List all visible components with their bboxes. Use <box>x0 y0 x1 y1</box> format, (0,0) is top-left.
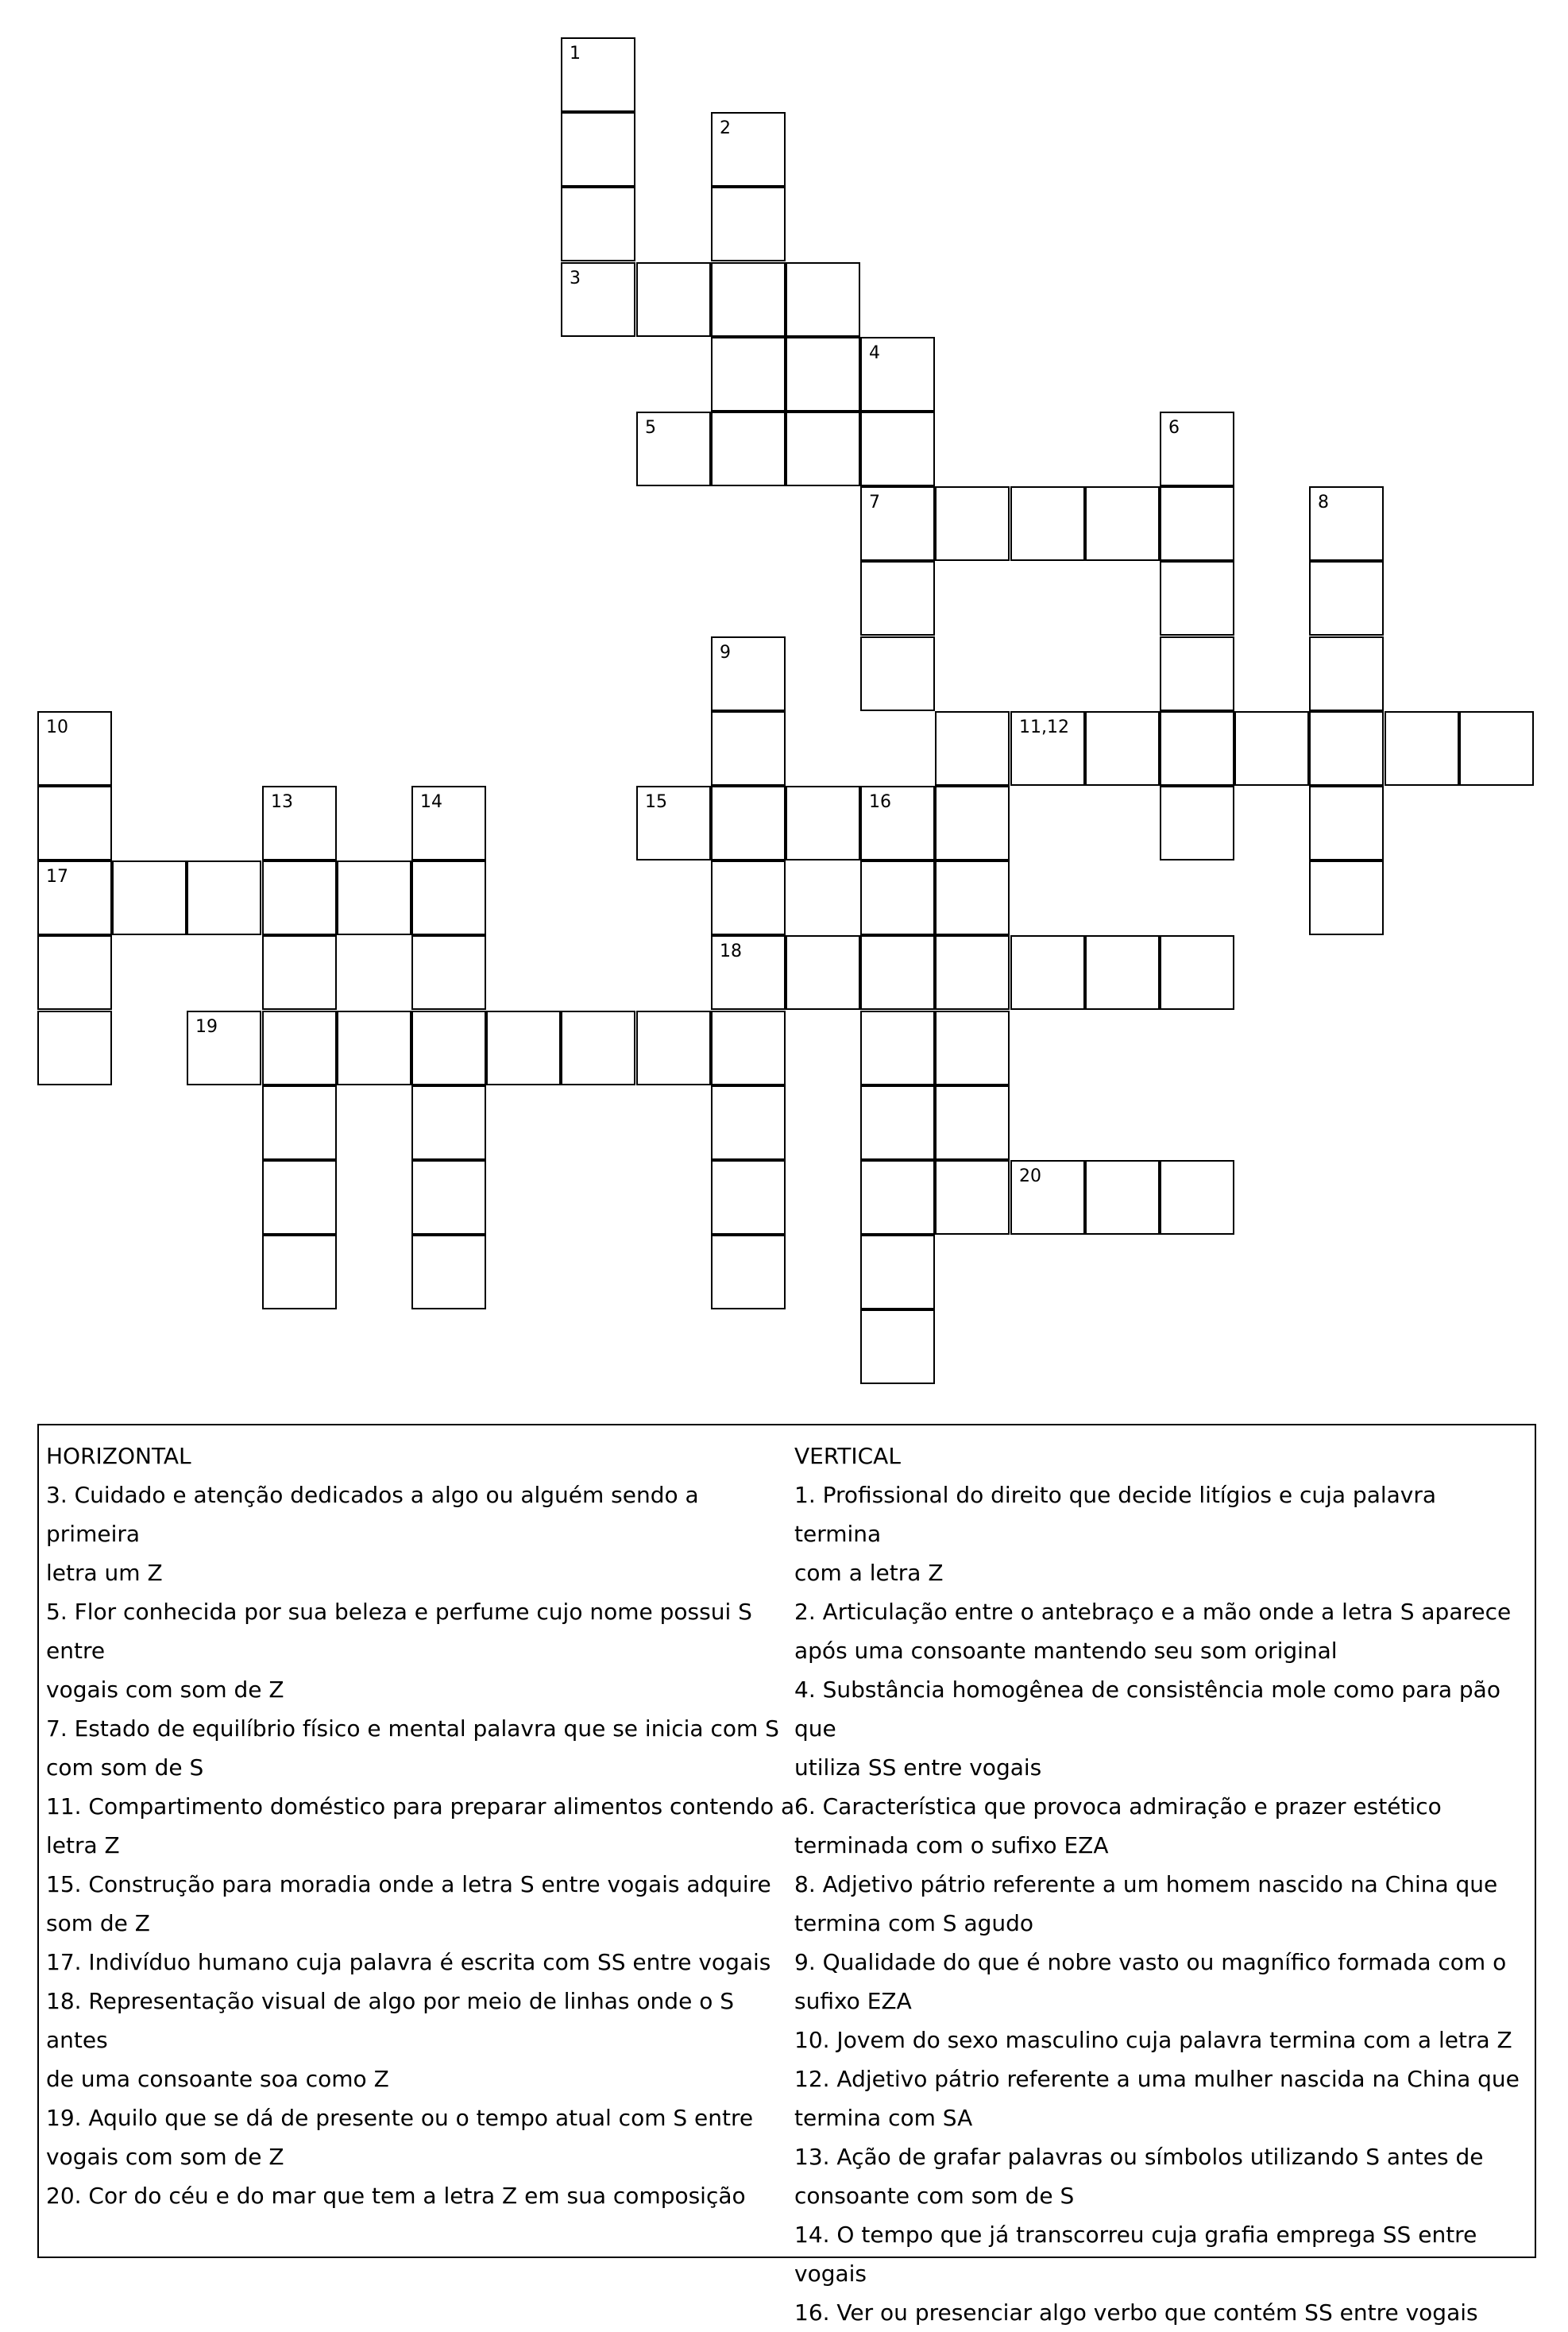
grid-cell[interactable] <box>1010 935 1085 1010</box>
grid-cell[interactable] <box>1160 412 1234 486</box>
grid-cell[interactable] <box>262 1160 337 1235</box>
grid-cell[interactable] <box>711 711 786 786</box>
clue-number: 9 <box>720 643 731 663</box>
grid-cell[interactable] <box>561 37 635 112</box>
grid-cell[interactable] <box>1160 711 1234 786</box>
grid-cell[interactable] <box>786 337 860 412</box>
grid-cell[interactable] <box>262 860 337 935</box>
grid-cell[interactable] <box>37 860 112 935</box>
clue-line: 13. Ação de grafar palavras ou símbolos utilizando S antes de <box>794 2144 1484 2170</box>
vertical-clues <box>794 1437 1529 2332</box>
grid-cell[interactable] <box>1309 561 1384 636</box>
grid-cell[interactable] <box>262 786 337 860</box>
clue-number: 4 <box>869 343 880 363</box>
grid-cell[interactable] <box>1085 1160 1160 1235</box>
grid-cell[interactable] <box>262 935 337 1010</box>
clue-line: 1. Profissional do direito que decide litígios e cuja palavra termina <box>794 1482 1437 1547</box>
clue-number: 19 <box>195 1017 218 1037</box>
grid-cell[interactable] <box>561 187 635 261</box>
grid-cell[interactable] <box>1385 711 1459 786</box>
grid-cell[interactable] <box>711 786 786 860</box>
grid-cell[interactable] <box>187 1011 261 1085</box>
clue-line: 14. O tempo que já transcorreu cuja grafia emprega SS entre vogais <box>794 2222 1477 2287</box>
grid-cell[interactable] <box>1160 1160 1234 1235</box>
grid-cell[interactable] <box>711 262 786 337</box>
grid-cell[interactable] <box>711 860 786 935</box>
grid-cell[interactable] <box>411 1160 486 1235</box>
grid-cell[interactable] <box>935 1011 1010 1085</box>
clue-number: 3 <box>570 269 581 288</box>
grid-cell[interactable] <box>860 1011 935 1085</box>
clues-box <box>37 1424 1536 2326</box>
grid-cell[interactable] <box>636 412 711 486</box>
grid-cell[interactable] <box>1010 711 1085 786</box>
clue-line: 20. Cor do céu e do mar que tem a letra Z em sua composição <box>46 2183 746 2209</box>
grid-cell[interactable] <box>1309 711 1384 786</box>
grid-cell[interactable] <box>262 1011 337 1085</box>
grid-cell[interactable] <box>786 412 860 486</box>
clue-line: 5. Flor conhecida por sua beleza e perfume cujo nome possui S entre <box>46 1599 752 1664</box>
grid-cell[interactable] <box>935 935 1010 1010</box>
clue-number: 14 <box>420 792 442 812</box>
clue-line: 11. Compartimento doméstico para preparar alimentos contendo a <box>46 1793 795 1820</box>
grid-cell[interactable] <box>1160 486 1234 561</box>
grid-cell[interactable] <box>1309 486 1384 561</box>
grid-cell[interactable] <box>860 1235 935 1309</box>
grid-cell[interactable] <box>935 860 1010 935</box>
clue-line: 4. Substância homogênea de consistência mole como para pão que <box>794 1676 1500 1742</box>
grid-cell[interactable] <box>1160 561 1234 636</box>
grid-cell[interactable] <box>561 112 635 187</box>
clue-number: 18 <box>720 942 742 961</box>
vertical-title: VERTICAL <box>794 1443 901 1469</box>
grid-cell[interactable] <box>711 1085 786 1160</box>
grid-cell[interactable] <box>411 1235 486 1309</box>
clue-line: com som de S <box>46 1754 204 1781</box>
grid-cell[interactable] <box>711 112 786 187</box>
clue-line: 18. Representação visual de algo por meio de linhas onde o S antes <box>46 1988 735 2053</box>
clue-line: 17. Indivíduo humano cuja palavra é escrita com SS entre vogais <box>46 1949 771 1975</box>
horizontal-clue-lines <box>46 1475 797 2215</box>
grid-cell[interactable] <box>411 935 486 1010</box>
clue-line: sufixo EZA <box>794 1988 912 2014</box>
clue-number: 5 <box>645 418 656 438</box>
grid-cell[interactable] <box>1160 935 1234 1010</box>
clue-number: 20 <box>1019 1166 1041 1186</box>
grid-cell[interactable] <box>112 860 187 935</box>
grid-cell[interactable] <box>262 1085 337 1160</box>
clue-line: de uma consoante soa como Z <box>46 2066 389 2092</box>
grid-cell[interactable] <box>935 786 1010 860</box>
grid-cell[interactable] <box>935 711 1010 786</box>
clue-number: 7 <box>869 493 880 512</box>
clue-line: 10. Jovem do sexo masculino cuja palavra termina com a letra Z <box>794 2027 1512 2053</box>
grid-cell[interactable] <box>711 187 786 261</box>
grid-cell[interactable] <box>37 786 112 860</box>
clue-line: 7. Estado de equilíbrio físico e mental palavra que se inicia com S <box>46 1715 779 1742</box>
clue-line: 19. Aquilo que se dá de presente ou o tempo atual com S entre <box>46 2105 754 2131</box>
grid-cell[interactable] <box>1160 786 1234 860</box>
grid-cell[interactable] <box>1085 711 1160 786</box>
vertical-clue-lines <box>794 1475 1529 2332</box>
grid-cell[interactable] <box>860 486 935 561</box>
grid-cell[interactable] <box>37 711 112 786</box>
grid-cell[interactable] <box>860 412 935 486</box>
clue-number: 16 <box>869 792 891 812</box>
clue-line: vogais com som de Z <box>46 2144 284 2170</box>
clue-number: 2 <box>720 118 731 138</box>
grid-cell[interactable] <box>1234 711 1309 786</box>
grid-cell[interactable] <box>1010 1160 1085 1235</box>
clue-line: letra um Z <box>46 1560 163 1586</box>
grid-cell[interactable] <box>711 1160 786 1235</box>
grid-cell[interactable] <box>786 262 860 337</box>
grid-cell[interactable] <box>711 1235 786 1309</box>
grid-cell[interactable] <box>860 1085 935 1160</box>
grid-cell[interactable] <box>711 337 786 412</box>
grid-cell[interactable] <box>1160 636 1234 711</box>
grid-cell[interactable] <box>411 1085 486 1160</box>
clue-line: termina com S agudo <box>794 1910 1034 1936</box>
clue-number: 1 <box>570 44 581 64</box>
grid-cell[interactable] <box>411 1011 486 1085</box>
clue-line: 3. Cuidado e atenção dedicados a algo ou alguém sendo a primeira <box>46 1482 699 1547</box>
clue-line: vogais com som de Z <box>46 1676 284 1703</box>
grid-cell[interactable] <box>561 262 635 337</box>
grid-cell[interactable] <box>860 636 935 711</box>
clue-line: termina com SA <box>794 2105 973 2131</box>
clue-number: 6 <box>1168 418 1180 438</box>
clue-line: 9. Qualidade do que é nobre vasto ou magnífico formada com o <box>794 1949 1507 1975</box>
clue-line: 16. Ver ou presenciar algo verbo que contém SS entre vogais <box>794 2299 1478 2326</box>
grid-cell[interactable] <box>860 935 935 1010</box>
clue-number: 11,12 <box>1019 717 1069 737</box>
grid-cell[interactable] <box>411 786 486 860</box>
grid-cell[interactable] <box>711 636 786 711</box>
grid-cell[interactable] <box>1309 786 1384 860</box>
grid-cell[interactable] <box>262 1235 337 1309</box>
grid-cell[interactable] <box>786 935 860 1010</box>
grid-cell[interactable] <box>411 860 486 935</box>
grid-cell[interactable] <box>1085 935 1160 1010</box>
grid-cell[interactable] <box>636 262 711 337</box>
grid-cell[interactable] <box>1010 486 1085 561</box>
clue-number: 8 <box>1318 493 1329 512</box>
clue-line: 6. Característica que provoca admiração e prazer estético <box>794 1793 1442 1820</box>
grid-cell[interactable] <box>636 786 711 860</box>
grid-cell[interactable] <box>935 1085 1010 1160</box>
grid-cell[interactable] <box>860 1160 935 1235</box>
clue-line: após uma consoante mantendo seu som original <box>794 1638 1338 1664</box>
clue-number: 10 <box>46 717 68 737</box>
grid-cell[interactable] <box>860 786 935 860</box>
grid-cell[interactable] <box>561 1011 635 1085</box>
grid-cell[interactable] <box>187 860 261 935</box>
clue-line: som de Z <box>46 1910 150 1936</box>
clue-line: 8. Adjetivo pátrio referente a um homem nascido na China que <box>794 1871 1498 1897</box>
grid-cell[interactable] <box>786 786 860 860</box>
grid-cell[interactable] <box>860 337 935 412</box>
grid-cell[interactable] <box>860 860 935 935</box>
grid-cell[interactable] <box>935 486 1010 561</box>
grid-cell[interactable] <box>935 1160 1010 1235</box>
clue-number: 13 <box>271 792 293 812</box>
clue-line: 12. Adjetivo pátrio referente a uma mulher nascida na China que <box>794 2066 1520 2092</box>
grid-cell[interactable] <box>860 1309 935 1384</box>
grid-cell[interactable] <box>711 935 786 1010</box>
clue-line: utiliza SS entre vogais <box>794 1754 1042 1781</box>
grid-cell[interactable] <box>711 1011 786 1085</box>
grid-cell[interactable] <box>1309 636 1384 711</box>
clue-line: 2. Articulação entre o antebraço e a mão onde a letra S aparece <box>794 1599 1512 1625</box>
grid-cell[interactable] <box>486 1011 561 1085</box>
grid-cell[interactable] <box>1085 486 1160 561</box>
grid-cell[interactable] <box>711 412 786 486</box>
grid-cell[interactable] <box>636 1011 711 1085</box>
grid-cell[interactable] <box>860 561 935 636</box>
clue-line: consoante com som de S <box>794 2183 1075 2209</box>
clue-line: letra Z <box>46 1832 120 1858</box>
grid-cell[interactable] <box>37 1011 112 1085</box>
clue-line: com a letra Z <box>794 1560 944 1586</box>
clue-line: 15. Construção para moradia onde a letra S entre vogais adquire <box>46 1871 771 1897</box>
grid-cell[interactable] <box>337 1011 411 1085</box>
clue-number: 15 <box>645 792 667 812</box>
clue-line: terminada com o sufixo EZA <box>794 1832 1109 1858</box>
grid-cell[interactable] <box>37 935 112 1010</box>
clue-number: 17 <box>46 867 68 887</box>
grid-cell[interactable] <box>1309 860 1384 935</box>
grid-cell[interactable] <box>337 860 411 935</box>
horizontal-clues <box>46 1437 797 2215</box>
grid-cell[interactable] <box>1459 711 1534 786</box>
horizontal-title: HORIZONTAL <box>46 1443 191 1469</box>
